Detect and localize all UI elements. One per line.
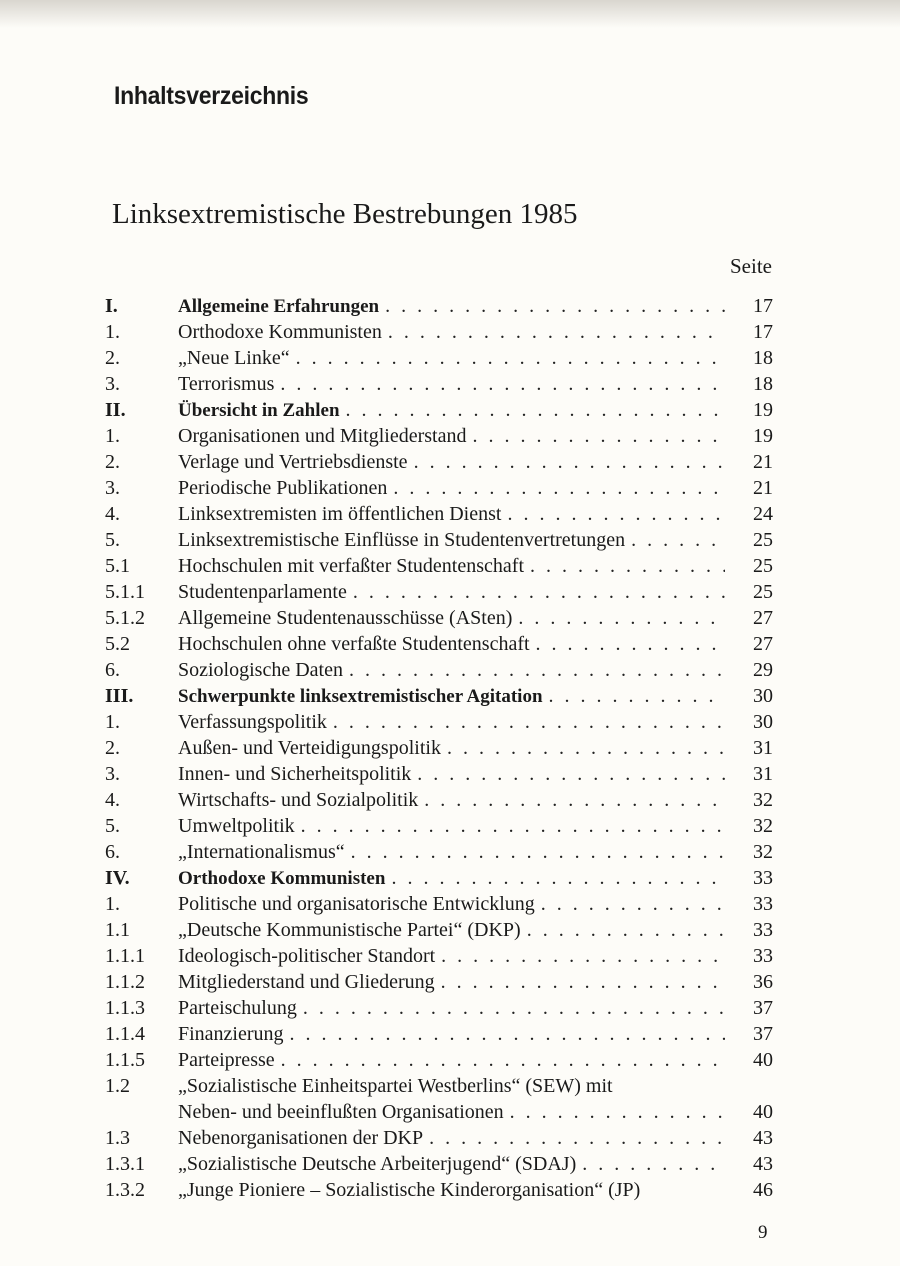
toc-entry-page: 25: [753, 555, 773, 577]
toc-entry-number: 1.3: [105, 1127, 130, 1149]
toc-entry: [105, 943, 773, 969]
toc-entry-number: 1.2: [105, 1075, 130, 1097]
toc-entry: [105, 709, 773, 735]
toc-entry: [105, 1151, 773, 1177]
toc-entry-page: 33: [753, 867, 773, 889]
dot-leader: [536, 631, 725, 657]
toc-entry-page: 30: [753, 711, 773, 733]
toc-entry: [105, 969, 773, 995]
toc-entry-number: 5.1.2: [105, 607, 145, 629]
toc-entry-number: 1.1.5: [105, 1049, 145, 1071]
dot-leader: [301, 813, 725, 839]
toc-entry-number: 1.1.3: [105, 997, 145, 1019]
dot-leader: [510, 1099, 725, 1125]
toc-entry-page: 43: [753, 1153, 773, 1175]
toc-entry-title: Übersicht in Zahlen: [178, 400, 340, 421]
toc-entry-title: Schwerpunkte linksextremistischer Agitation: [178, 686, 543, 707]
toc-entry-title: „Neue Linke“: [178, 347, 290, 369]
toc-entry-title: Studentenparlamente: [178, 581, 347, 603]
toc-entry: [105, 1073, 773, 1099]
toc-entry-page: 18: [753, 373, 773, 395]
toc-entry-title: Wirtschafts- und Sozialpolitik: [178, 789, 419, 811]
toc-entry-number: 5.: [105, 529, 120, 551]
dot-leader: [518, 605, 725, 631]
dot-leader: [346, 397, 725, 423]
dot-leader: [393, 475, 725, 501]
toc-entry-number: 1.1.1: [105, 945, 145, 967]
toc-entry-number: 5.1.1: [105, 581, 145, 603]
toc-entry-number: 5.: [105, 815, 120, 837]
toc-entry-number: 1.3.2: [105, 1179, 145, 1201]
toc-entry-title: Mitgliederstand und Gliederung: [178, 971, 435, 993]
toc-entry-number: 2.: [105, 451, 120, 473]
toc-entry-page: 33: [753, 919, 773, 941]
toc-entry-page: 19: [753, 399, 773, 421]
toc-entry-page: 30: [753, 685, 773, 707]
toc-entry: [105, 371, 773, 397]
toc-entry-number: 1.1: [105, 919, 130, 941]
toc-entry-page: 32: [753, 815, 773, 837]
dot-leader: [388, 319, 725, 345]
dot-leader: [353, 579, 725, 605]
dot-leader: [527, 917, 725, 943]
toc-entry: [105, 605, 773, 631]
toc-entry-page: 27: [753, 607, 773, 629]
toc-entry-title: Orthodoxe Kommunisten: [178, 321, 382, 343]
toc-entry-number: 5.2: [105, 633, 130, 655]
toc-entry: [105, 397, 773, 423]
toc-entry-number: 3.: [105, 763, 120, 785]
toc-entry-title: Hochschulen mit verfaßter Studentenschaft: [178, 555, 524, 577]
toc-entry-page: 21: [753, 477, 773, 499]
toc-entry-page: 17: [753, 321, 773, 343]
toc-entry: [105, 293, 773, 319]
toc-entry-number: 4.: [105, 503, 120, 525]
toc-entry-title: „Deutsche Kommunistische Partei“ (DKP): [178, 919, 521, 941]
toc-entry-number: 3.: [105, 477, 120, 499]
toc-entry-page: 24: [753, 503, 773, 525]
dot-leader: [280, 371, 725, 397]
toc-entry-title: Finanzierung: [178, 1023, 284, 1045]
dot-leader: [549, 683, 725, 709]
toc-entry: [105, 683, 773, 709]
toc-entry: [105, 319, 773, 345]
toc-entry-page: 36: [753, 971, 773, 993]
toc-entry: [105, 787, 773, 813]
dot-leader: [582, 1151, 725, 1177]
dot-leader: [303, 995, 725, 1021]
toc-entry: [105, 345, 773, 371]
toc-entry-title: „Sozialistische Deutsche Arbeiterjugend“ (SDAJ): [178, 1153, 577, 1175]
dot-leader: [530, 553, 725, 579]
toc-entry-page: 37: [753, 1023, 773, 1045]
toc-entry-page: 40: [753, 1049, 773, 1071]
table-of-contents: [105, 293, 773, 1203]
toc-entry: [105, 423, 773, 449]
toc-entry-page: 29: [753, 659, 773, 681]
toc-entry: [105, 891, 773, 917]
toc-entry-number: II.: [105, 399, 126, 421]
dot-leader: [441, 943, 725, 969]
toc-entry: [105, 1177, 773, 1203]
page-number: 9: [758, 1222, 768, 1243]
toc-entry-title: Verfassungspolitik: [178, 711, 327, 733]
toc-entry-title: Umweltpolitik: [178, 815, 295, 837]
toc-entry-page: 31: [753, 737, 773, 759]
toc-entry-title: Politische und organisatorische Entwicklung: [178, 893, 535, 915]
dot-leader: [417, 761, 725, 787]
toc-entry-title: Linksextremisten im öffentlichen Dienst: [178, 503, 502, 525]
toc-entry-page: 31: [753, 763, 773, 785]
toc-entry-number: 5.1: [105, 555, 130, 577]
toc-entry-page: 25: [753, 529, 773, 551]
toc-entry-number: 1.1.4: [105, 1023, 145, 1045]
toc-entry-number: 6.: [105, 659, 120, 681]
dot-leader: [333, 709, 725, 735]
toc-entry-title: Nebenorganisationen der DKP: [178, 1127, 424, 1149]
toc-entry: [105, 1099, 773, 1125]
dot-leader: [296, 345, 725, 371]
toc-entry-page: 33: [753, 945, 773, 967]
dot-leader: [391, 865, 725, 891]
dot-leader: [429, 1125, 725, 1151]
toc-entry-number: 4.: [105, 789, 120, 811]
toc-entry: [105, 553, 773, 579]
toc-entry-title: Orthodoxe Kommunisten: [178, 868, 386, 889]
toc-entry-number: I.: [105, 295, 118, 317]
toc-entry: [105, 813, 773, 839]
toc-entry: [105, 501, 773, 527]
toc-entry-number: 3.: [105, 373, 120, 395]
dot-leader: [424, 787, 725, 813]
toc-entry-page: 19: [753, 425, 773, 447]
toc-entry: [105, 579, 773, 605]
toc-entry-number: IV.: [105, 867, 130, 889]
toc-entry-title: Terrorismus: [178, 373, 275, 395]
toc-entry: [105, 657, 773, 683]
dot-leader: [507, 501, 725, 527]
toc-entry-page: 25: [753, 581, 773, 603]
toc-entry-page: 37: [753, 997, 773, 1019]
toc-entry: [105, 865, 773, 891]
toc-entry-title: „Sozialistische Einheitspartei Westberlins“ (SEW) mit: [178, 1075, 613, 1097]
page-column-label: Seite: [730, 254, 772, 278]
toc-entry: [105, 449, 773, 475]
toc-entry-title: Neben- und beeinflußten Organisationen: [178, 1101, 504, 1123]
toc-entry-page: 18: [753, 347, 773, 369]
scan-edge-shadow: [0, 0, 900, 28]
dot-leader: [351, 839, 725, 865]
toc-entry-page: 32: [753, 841, 773, 863]
dot-leader: [472, 423, 725, 449]
page-heading: Inhaltsverzeichnis: [114, 82, 309, 110]
toc-entry-page: 33: [753, 893, 773, 915]
dot-leader: [631, 527, 725, 553]
toc-entry: [105, 839, 773, 865]
toc-entry-page: 27: [753, 633, 773, 655]
toc-entry-title: Parteipresse: [178, 1049, 275, 1071]
toc-entry-number: 1.: [105, 893, 120, 915]
toc-entry: [105, 735, 773, 761]
dot-leader: [281, 1047, 725, 1073]
toc-entry-page: 17: [753, 295, 773, 317]
toc-entry-number: 1.: [105, 321, 120, 343]
dot-leader: [290, 1021, 725, 1047]
dot-leader: [441, 969, 725, 995]
toc-entry-page: 32: [753, 789, 773, 811]
toc-entry-page: 40: [753, 1101, 773, 1123]
toc-entry-number: 1.1.2: [105, 971, 145, 993]
dot-leader: [447, 735, 725, 761]
section-subtitle: Linksextremistische Bestrebungen 1985: [112, 198, 578, 230]
toc-entry-title: Allgemeine Studentenausschüsse (ASten): [178, 607, 513, 629]
toc-entry-title: Hochschulen ohne verfaßte Studentenschaft: [178, 633, 530, 655]
toc-entry-number: III.: [105, 685, 134, 707]
toc-entry: [105, 1125, 773, 1151]
toc-entry-number: 6.: [105, 841, 120, 863]
toc-entry-page: 46: [753, 1179, 773, 1201]
toc-entry-title: Innen- und Sicherheitspolitik: [178, 763, 412, 785]
toc-entry-title: Periodische Publikationen: [178, 477, 388, 499]
toc-entry: [105, 917, 773, 943]
toc-entry-title: Organisationen und Mitgliederstand: [178, 425, 467, 447]
toc-entry-title: Verlage und Vertriebsdienste: [178, 451, 408, 473]
dot-leader: [349, 657, 725, 683]
toc-entry: [105, 761, 773, 787]
toc-entry-title: Allgemeine Erfahrungen: [178, 296, 380, 317]
toc-entry-number: 2.: [105, 347, 120, 369]
toc-entry: [105, 1021, 773, 1047]
toc-entry-number: 1.3.1: [105, 1153, 145, 1175]
toc-entry-number: 2.: [105, 737, 120, 759]
toc-entry: [105, 631, 773, 657]
toc-entry: [105, 1047, 773, 1073]
toc-entry: [105, 527, 773, 553]
toc-entry: [105, 475, 773, 501]
toc-entry-number: 1.: [105, 425, 120, 447]
toc-entry-title: Soziologische Daten: [178, 659, 343, 681]
toc-entry-title: Ideologisch-politischer Standort: [178, 945, 436, 967]
dot-leader: [385, 293, 725, 319]
toc-entry-title: „Internationalismus“: [178, 841, 345, 863]
toc-entry-title: „Junge Pioniere – Sozialistische Kinderorganisation“ (JP): [178, 1179, 641, 1201]
toc-entry-title: Linksextremistische Einflüsse in Studentenvertretungen: [178, 529, 626, 551]
toc-entry-number: 1.: [105, 711, 120, 733]
toc-entry-title: Außen- und Verteidigungspolitik: [178, 737, 441, 759]
toc-entry: [105, 995, 773, 1021]
dot-leader: [414, 449, 725, 475]
toc-entry-page: 43: [753, 1127, 773, 1149]
toc-entry-page: 21: [753, 451, 773, 473]
toc-entry-title: Parteischulung: [178, 997, 297, 1019]
dot-leader: [541, 891, 725, 917]
